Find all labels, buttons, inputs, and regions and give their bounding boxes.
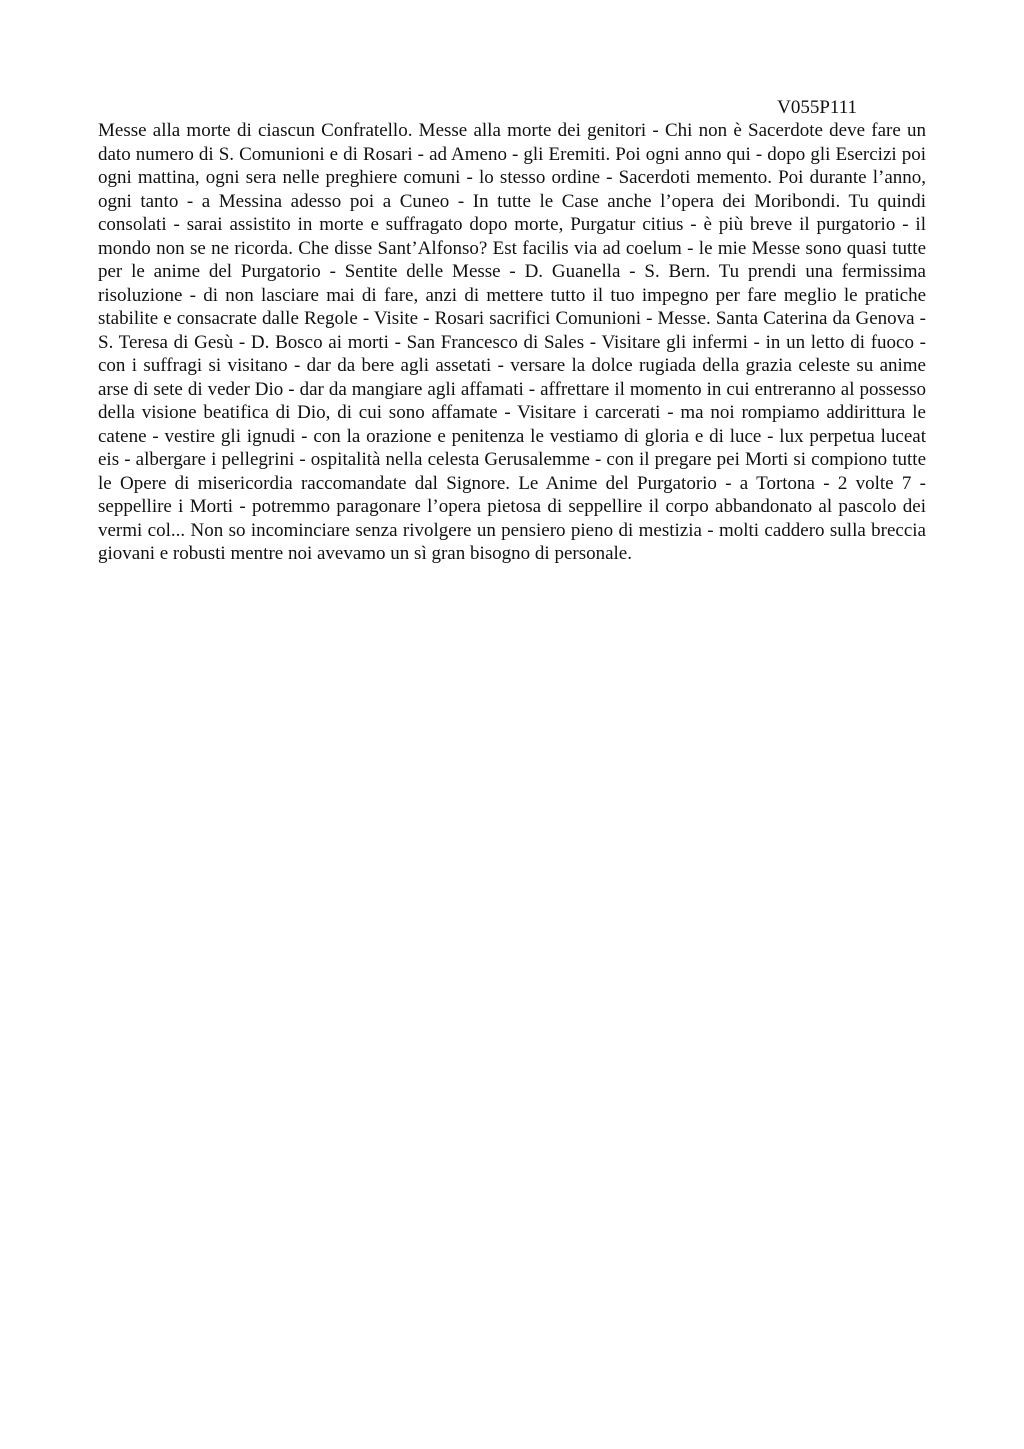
- page-identifier: V055P111: [777, 97, 857, 118]
- body-paragraph: Messe alla morte di ciascun Confratello. Messe alla morte dei genitori - Chi non è Sacerdote deve fare un dato numero di S. Comunioni e di Rosari - ad Ameno - gli Eremiti. Poi ogni anno qui - dopo gli Esercizi poi ogni mattina, ogni sera nelle preghiere comuni - lo stesso ordine - Sacerdoti memento. Poi durante l’anno, ogni tanto - a Messina adesso poi a Cuneo - In tutte le Case anche l’opera dei Moribondi. Tu quindi consolati - sarai assistito in morte e suffragato dopo morte, Purgatur citius - è più breve il purgatorio - il mondo non se ne ricorda. Che disse Sant’Alfonso? Est facilis via ad coelum - le mie Messe sono quasi tutte per le anime del Purgatorio - Sentite delle Messe - D. Guanella - S. Bern. Tu prendi una fermissima risoluzione - di non lasciare mai di fare, anzi di mettere tutto il tuo impegno per fare meglio le pratiche stabilite e consacrate dalle Regole - Visite - Rosari sacrifici Comunioni - Messe. Santa Caterina da Genova - S. Teresa di Gesù - D. Bosco ai morti - San Francesco di Sales - Visitare gli infermi - in un letto di fuoco - con i suffragi si visitano - dar da bere agli assetati - versare la dolce rugiada della grazia celeste su anime arse di sete di veder Dio - dar da mangiare agli affamati - affrettare il momento in cui entreranno al possesso della visione beatifica di Dio, di cui sono affamate - Visitare i carcerati - ma noi rompiamo addirittura le catene - vestire gli ignudi - con la orazione e penitenza le vestiamo di gloria e di luce - lux perpetua luceat eis - albergare i pellegrini - ospitalità nella celesta Gerusalemme - con il pregare pei Morti si compiono tutte le Opere di misericordia raccomandate dal Signore. Le Anime del Purgatorio - a Tortona - 2 volte 7 - seppellire i Morti - potremmo paragonare l’opera pietosa di seppellire il corpo abbandonato al pascolo dei vermi col... Non so incominciare senza rivolgere un pensiero pieno di mestizia - molti caddero sulla breccia giovani e robusti mentre noi avevamo un sì gran bisogno di personale.: [98, 120, 926, 564]
